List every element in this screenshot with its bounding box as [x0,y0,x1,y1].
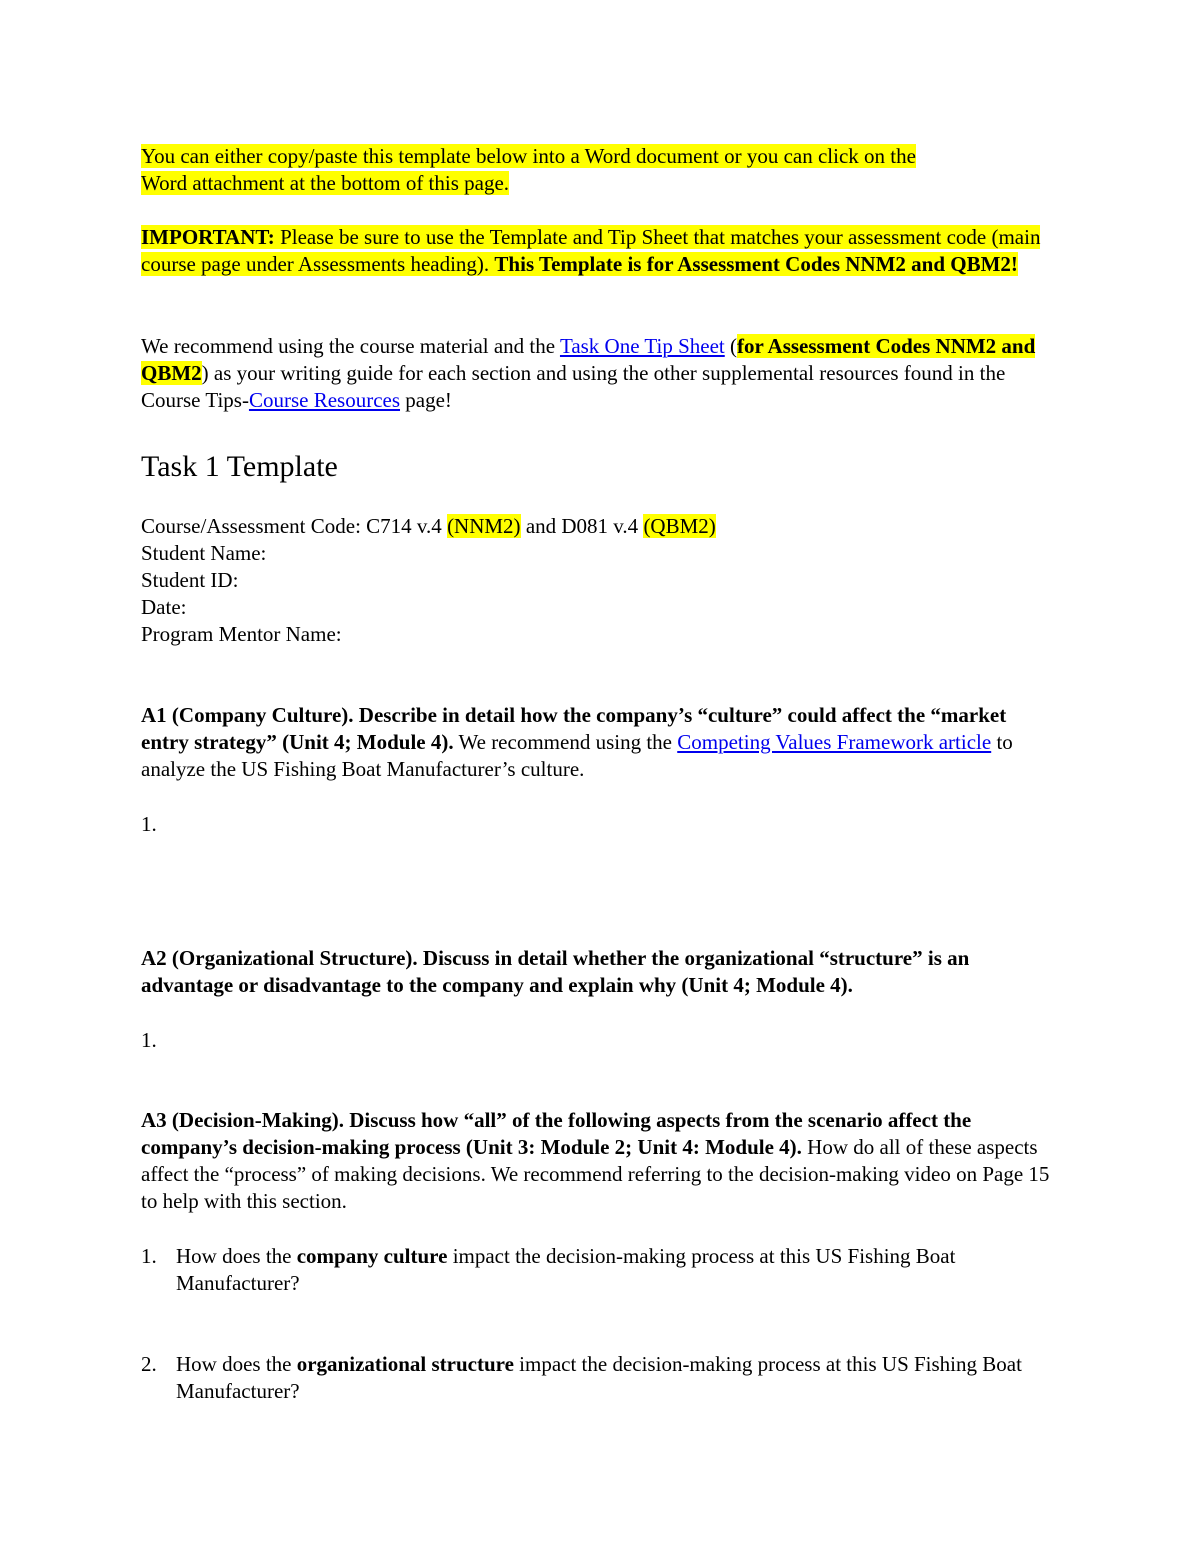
task-one-tip-sheet-link[interactable]: Task One Tip Sheet [559,334,725,358]
recommend-text-4: page! [400,388,452,412]
a3-heading: A3 (Decision-Making). Discuss how “all” of the following aspects from the scenario affect the company’s decision-making process (Unit 3: Module 2; Unit 4: Module 4). [141,1108,972,1159]
recommend-text-2: ( [724,334,737,358]
a3-q1-pre: How does the [176,1244,297,1268]
a3-q1-bold: company culture [296,1244,448,1268]
a3-text: How do all of these aspects affect the “process” of making decisions. We recommend referring to the decision-making video on Page 15 to help with this section. [141,1135,1050,1213]
code-nnm2: (NNM2) [447,514,521,538]
a3-q2-pre: How does the [176,1352,297,1376]
section-a3 [141,1107,1056,1215]
a2-item-1: 1. [141,1028,157,1052]
page-title: Task 1 Template [141,450,338,483]
a2-heading: A2 (Organizational Structure). Discuss in detail whether the organizational “structure” is an advantage or disadvantage to the company and explain why (Unit 4; Module 4). [141,946,970,997]
course-code-label: Course/Assessment Code: C714 v.4 [141,514,448,538]
recommend-text-3: ) as your writing guide for each section and using the other supplemental resources found in the Course Tips- [141,361,1006,412]
intro-line-1: You can either copy/paste this template below into a Word document or you can click on the [141,144,916,168]
a1-item-1: 1. [141,812,157,836]
recommend-paragraph [141,333,1056,414]
important-paragraph [141,224,1056,278]
a3-q2-bold: organizational structure [296,1352,514,1376]
mentor-field: Program Mentor Name: [141,622,342,646]
course-resources-link[interactable]: Course Resources [248,388,401,412]
section-a1 [141,702,1056,783]
intro-line-2: Word attachment at the bottom of this page. [141,171,510,195]
important-label: IMPORTANT: [141,225,275,249]
date-field: Date: [141,595,187,619]
a1-text-2: to analyze the US Fishing Boat Manufacturer’s culture. [141,730,1013,781]
recommend-bold-highlight: for Assessment Codes NNM2 and QBM2 [141,334,1036,385]
a3-q2-number: 2. [141,1352,157,1376]
course-code-mid: and D081 v.4 [520,514,644,538]
section-a2 [141,945,1056,999]
code-qbm2: (QBM2) [643,514,716,538]
a3-q2-post: impact the decision-making process at this US Fishing Boat Manufacturer? [176,1352,1022,1403]
competing-values-link[interactable]: Competing Values Framework article [677,730,992,754]
student-name-field: Student Name: [141,541,267,565]
a3-q1-number: 1. [141,1244,157,1268]
student-id-field: Student ID: [141,568,239,592]
a1-heading: A1 (Company Culture). Describe in detail how the company’s “culture” could affect the “market entry strategy” (Unit 4; Module 4). [141,703,1007,754]
recommend-text-1: We recommend using the course material and the [141,334,560,358]
intro-paragraph [141,143,1056,197]
meta-block [141,513,1056,648]
a1-text-1: We recommend using the [453,730,678,754]
important-text: Please be sure to use the Template and Tip Sheet that matches your assessment code (main course page under Assessments heading). [141,225,1041,276]
important-bold: This Template is for Assessment Codes NNM2 and QBM2! [494,252,1018,276]
a3-q1-post: impact the decision-making process at this US Fishing Boat Manufacturer? [176,1244,956,1295]
